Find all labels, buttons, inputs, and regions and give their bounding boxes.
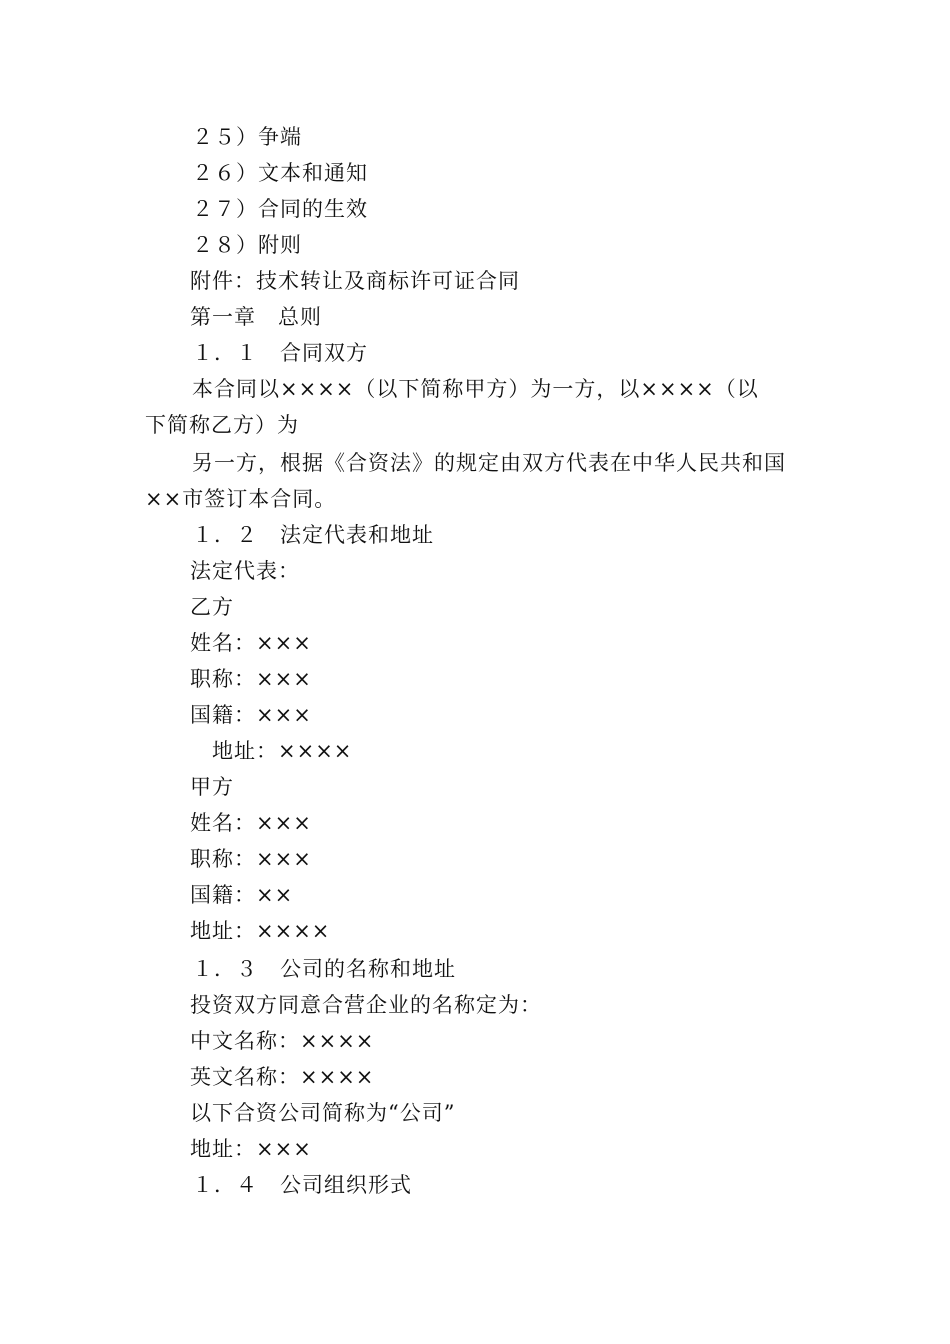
toc-item-27: ２７）合同的生效 [192, 197, 368, 221]
nationality-field: 国籍：××× [190, 703, 312, 727]
party-label: 甲方 [190, 775, 234, 799]
toc-item-25: ２５）争端 [192, 125, 302, 149]
field-label: 法定代表： [190, 559, 300, 583]
section-heading: １．４ 公司组织形式 [192, 1173, 412, 1197]
body-paragraph: 本合同以××××（以下简称甲方）为一方，以××××（以 [192, 377, 759, 401]
title-field: 职称：××× [190, 847, 312, 871]
attachment-line: 附件：技术转让及商标许可证合同 [190, 269, 520, 293]
body-paragraph: 投资双方同意合营企业的名称定为： [190, 993, 542, 1017]
party-label: 乙方 [190, 595, 234, 619]
toc-item-28: ２８）附则 [192, 233, 302, 257]
address-field: 地址：××× [190, 1137, 312, 1161]
nationality-field: 国籍：×× [190, 883, 294, 907]
name-field: 姓名：××× [190, 631, 312, 655]
body-paragraph-continuation: 下简称乙方）为 [145, 413, 299, 437]
chapter-heading: 第一章 总则 [190, 305, 322, 329]
english-name-field: 英文名称：×××× [190, 1065, 375, 1089]
section-heading: １．３ 公司的名称和地址 [192, 957, 456, 981]
name-field: 姓名：××× [190, 811, 312, 835]
title-field: 职称：××× [190, 667, 312, 691]
body-paragraph: 以下合资公司简称为“公司” [190, 1101, 456, 1125]
chinese-name-field: 中文名称：×××× [190, 1029, 375, 1053]
body-paragraph-continuation: ××市签订本合同。 [145, 487, 337, 511]
address-field: 地址：×××× [212, 739, 353, 763]
toc-item-26: ２６）文本和通知 [192, 161, 368, 185]
body-paragraph: 另一方，根据《合资法》的规定由双方代表在中华人民共和国 [192, 451, 786, 475]
section-heading: １．２ 法定代表和地址 [192, 523, 434, 547]
section-heading: １．１ 合同双方 [192, 341, 368, 365]
address-field: 地址：×××× [190, 919, 331, 943]
